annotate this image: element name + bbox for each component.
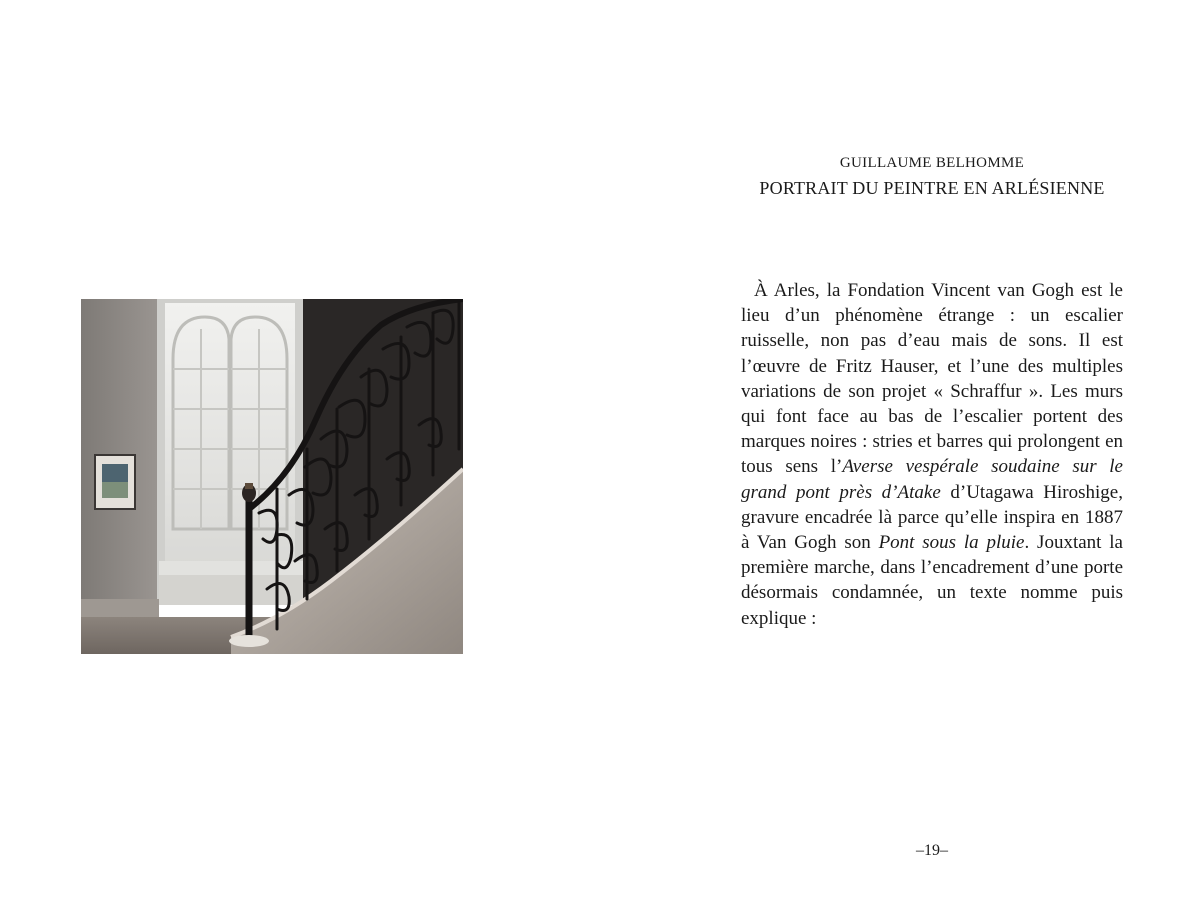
text-segment: . Jouxtant la première marche, dans l’encadrement d’une porte désormais condamnée, un texte nomme puis explique : bbox=[741, 532, 1123, 629]
chapter-title: PORTRAIT DU PEINTRE EN ARLÉSIENNE bbox=[759, 178, 1105, 198]
author-name: GUILLAUME BELHOMME bbox=[839, 155, 1025, 171]
artwork-title-hiroshige: Averse vespérale soudaine sur le grand pont près d’Atake bbox=[741, 456, 1123, 503]
body-paragraph bbox=[741, 278, 1123, 631]
staircase-photo bbox=[81, 299, 463, 654]
text-segment: d’Utagawa Hiroshige, gravure encadrée là parce qu’elle inspira en 1887 à Van Gogh son bbox=[741, 481, 1123, 554]
page-number: –19– bbox=[916, 842, 948, 859]
text-segment: À Arles, la Fondation Vincent van Gogh est le lieu d’un phénomène étrange : un escalier ruisselle, non pas d’eau mais de sons. Il est l’œuvre de Fritz Hauser, et l’une des multiples variations de son projet « Schraffur ». Les murs qui font face au bas de l’escalier portent des marques noires : stries et barres qui prolongent en tous sens l’ bbox=[741, 280, 1123, 478]
artwork-title-van-gogh: Pont sous la pluie bbox=[878, 532, 1025, 554]
